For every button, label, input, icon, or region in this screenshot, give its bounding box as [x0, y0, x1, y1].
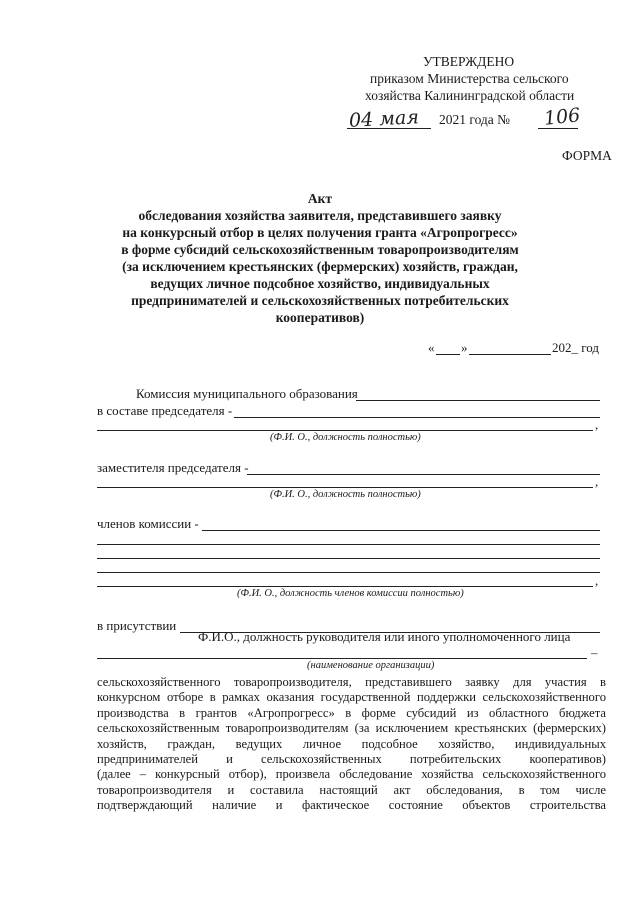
title-line-4: в форме субсидий сельскохозяйственным товаропроизводителям [121, 242, 519, 257]
chairman-label: в составе председателя - [97, 403, 233, 418]
organization-field[interactable] [97, 658, 587, 659]
handwritten-date: 04 мая [348, 106, 420, 132]
deputy-comma: , [595, 474, 599, 489]
members-label: членов комиссии - [97, 516, 199, 531]
day-blank[interactable] [436, 354, 460, 355]
members-field-line-4[interactable] [97, 572, 600, 573]
number-underline [538, 128, 578, 129]
deputy-field[interactable] [247, 474, 600, 475]
members-caption: (Ф.И. О., должность членов комиссии полностью) [237, 588, 464, 599]
title-line-8: кооперативов) [275, 310, 365, 325]
head-text: Ф.И.О., должность руководителя или иного уполномоченного лица [198, 629, 571, 644]
body-line-8: товаропроизводителя и составила настоящий акт обследования, в том числе [97, 782, 606, 797]
act-date-line[interactable] [428, 340, 608, 360]
commission-field[interactable] [356, 400, 600, 401]
members-field-line-5[interactable] [97, 586, 593, 587]
chairman-field-line-2[interactable] [97, 430, 593, 431]
handwritten-number: 106 [542, 104, 582, 130]
body-line-6: предпринимателей и сельскохозяйственных потребительских кооперативов) [97, 752, 606, 767]
quote-close: » [461, 340, 468, 355]
body-line-3: производства в грантов «Агропрогресс» в форме субсидий из областного бюджета [97, 705, 606, 720]
members-field[interactable] [202, 530, 600, 531]
body-line-9: подтверждающий наличие и фактическое состояние объектов строительства [97, 798, 606, 813]
month-blank[interactable] [469, 354, 551, 355]
deputy-caption: (Ф.И. О., должность полностью) [270, 489, 421, 500]
approval-year-text: 2021 года № [439, 112, 511, 127]
body-line-2: конкурсном отборе в рамках оказания государственной поддержки сельскохозяйственного [97, 690, 606, 705]
members-field-line-2[interactable] [97, 544, 600, 545]
body-line-5: хозяйств, граждан, ведущих личное подсобное хозяйство, индивидуальных [97, 736, 606, 751]
presence-label: в присутствии [97, 618, 177, 633]
title-line-3: на конкурсный отбор в целях получения гранта «Агропрогресс» [122, 225, 518, 240]
title-line-6: ведущих личное подсобное хозяйство, индивидуальных [150, 276, 490, 291]
year-text: 202_ год [552, 340, 599, 355]
chairman-caption: (Ф.И. О., должность полностью) [270, 432, 421, 443]
chairman-field[interactable] [234, 417, 600, 418]
approval-heading: УТВЕРЖДЕНО [423, 54, 515, 69]
body-line-7: (далее – конкурсный отбор), произвела обследование хозяйства сельскохозяйственного [97, 767, 606, 782]
body-line-1: сельскохозяйственного товаропроизводителя, представившего заявку для участия в [97, 675, 606, 689]
title-line-7: предпринимателей и сельскохозяйственных потребительских [131, 293, 509, 308]
deputy-field-line-2[interactable] [97, 487, 593, 488]
form-label: ФОРМА [562, 148, 612, 163]
organization-dash: – [591, 645, 598, 660]
approval-date-row [347, 106, 582, 134]
members-comma: , [595, 573, 599, 588]
commission-label: Комиссия муниципального образования [136, 386, 358, 401]
title-line-5: (за исключением крестьянских (фермерских) хозяйств, граждан, [122, 259, 518, 274]
chairman-comma: , [595, 417, 599, 432]
date-underline [347, 128, 431, 129]
organization-caption: (наименование организации) [307, 660, 435, 671]
deputy-label: заместителя председателя - [97, 460, 249, 475]
approval-line-2: хозяйства Калининградской области [365, 88, 575, 103]
body-line-4: сельскохозяйственным товаропроизводителям (за исключением крестьянских (фермерских) [97, 721, 606, 736]
title-line-2: обследования хозяйства заявителя, представившего заявку [138, 208, 502, 223]
approval-line-1: приказом Министерства сельского [370, 71, 569, 86]
act-title: Акт [307, 191, 333, 206]
body-paragraph [97, 675, 606, 814]
quote-open: « [428, 340, 435, 355]
members-field-line-3[interactable] [97, 558, 600, 559]
